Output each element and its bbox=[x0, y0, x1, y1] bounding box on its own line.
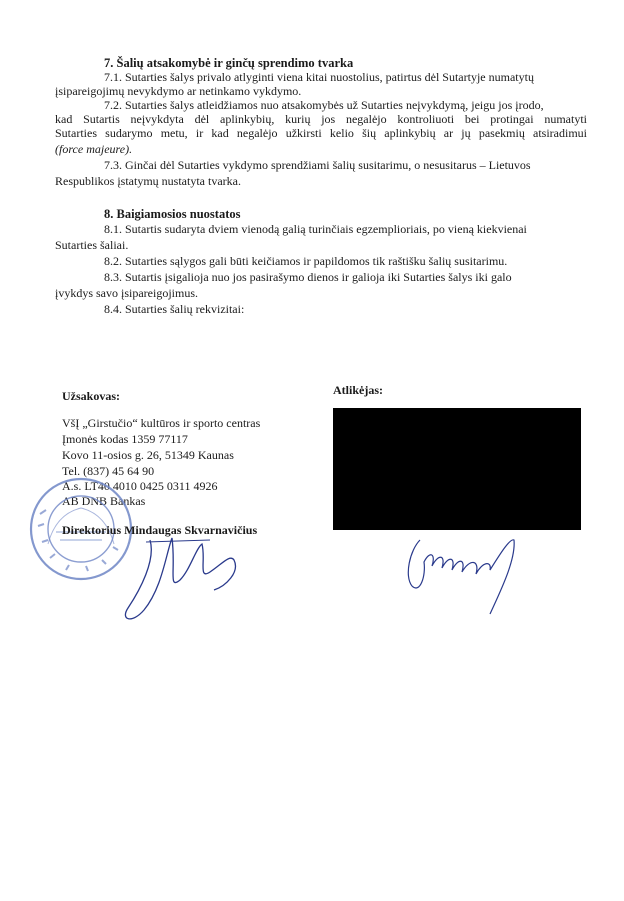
para-7-2-first: 7.2. Sutarties šalys atleidžiamos nuo atsakomybės už Sutarties neįvykdymą, jeigu jos įrodo, bbox=[104, 98, 544, 112]
customer-address: Kovo 11-osios g. 26, 51349 Kaunas bbox=[62, 448, 234, 462]
para-7-1-rest: įsipareigojimų nevykdymo ar netinkamo vykdymo. bbox=[55, 84, 302, 98]
customer-phone: Tel. (837) 45 64 90 bbox=[62, 464, 155, 478]
para-8-1-first: 8.1. Sutartis sudaryta dviem vienodą galią turinčiais egzemplioriais, po vieną kiekvienai bbox=[104, 222, 527, 236]
para-8-2: 8.2. Sutarties sąlygos gali būti keičiamos ir papildomos tik raštišku šalių susitarimu. bbox=[104, 254, 508, 268]
para-8-3-rest: įvykdys savo įsipareigojimus. bbox=[55, 286, 198, 300]
customer-signatory: Direktorius Mindaugas Skvarnavičius bbox=[62, 523, 258, 537]
para-7-3-first: 7.3. Ginčai dėl Sutarties vykdymo sprendžiami šalių susitarimu, o nesusitarus – Lietuvos bbox=[104, 158, 531, 172]
customer-label: Užsakovas: bbox=[62, 389, 121, 403]
customer-name: VšĮ „Girstučio“ kultūros ir sporto centras bbox=[62, 416, 261, 430]
section-7-title: 7. Šalių atsakomybė ir ginčų sprendimo tvarka bbox=[104, 56, 354, 70]
para-7-2-line4: (force majeure). bbox=[55, 142, 133, 156]
customer-company-code: Įmonės kodas 1359 77117 bbox=[62, 432, 188, 446]
para-8-1-rest: Sutarties šaliai. bbox=[55, 238, 129, 252]
contractor-signature-icon bbox=[390, 520, 540, 620]
para-8-4: 8.4. Sutarties šalių rekvizitai: bbox=[104, 302, 245, 316]
para-8-3-first: 8.3. Sutartis įsigalioja nuo jos pasirašymo dienos ir galioja iki Sutarties šalys iki galo bbox=[104, 270, 512, 284]
customer-signature-icon bbox=[110, 520, 280, 630]
section-8-title: 8. Baigiamosios nuostatos bbox=[104, 207, 241, 221]
para-7-2-line2: kad Sutartis neįvykdyta dėl aplinkybių, kurių jos negalėjo kontroliuoti bei protingai numatyti bbox=[55, 112, 587, 126]
para-7-1-first: 7.1. Sutarties šalys privalo atlyginti viena kitai nuostolius, patirtus dėl Sutartyje numatytų bbox=[104, 70, 534, 84]
contractor-label: Atlikėjas: bbox=[333, 383, 383, 397]
contractor-details-redacted bbox=[333, 408, 581, 530]
customer-bank-account: A.s. LT40 4010 0425 0311 4926 bbox=[62, 479, 218, 493]
para-7-2-line3: Sutarties sudarymo metu, ir kad negalėjo užkirsti kelio šių aplinkybių ar jų pasekmių atsiradimui bbox=[55, 126, 587, 140]
customer-bank: AB DNB Bankas bbox=[62, 494, 146, 508]
para-7-3-rest: Respublikos įstatymų nustatyta tvarka. bbox=[55, 174, 241, 188]
